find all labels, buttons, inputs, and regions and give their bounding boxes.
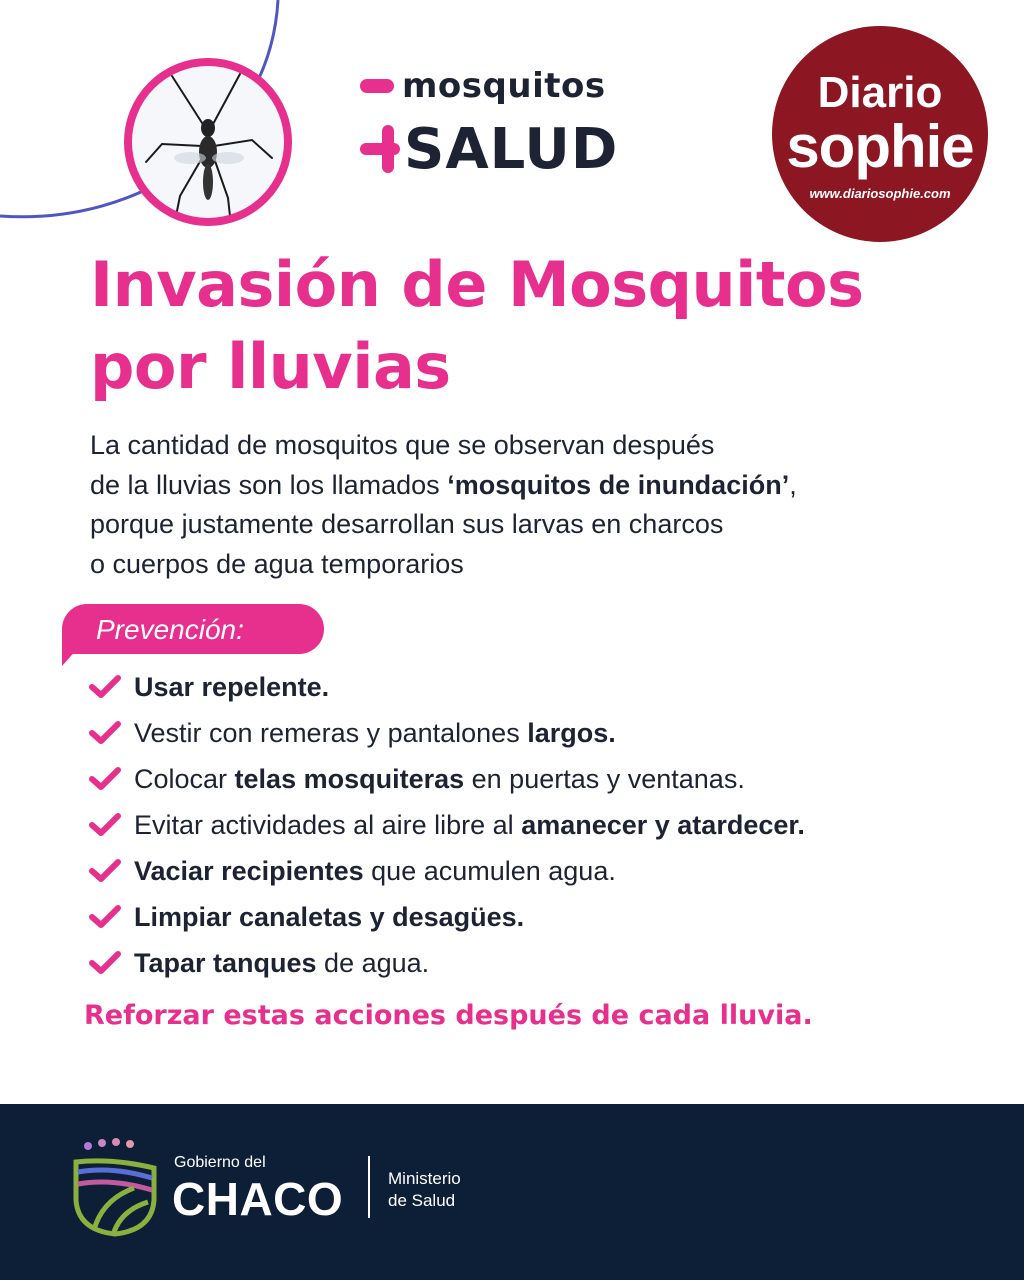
intro-line-3: porque justamente desarrollan sus larvas en charcos — [90, 509, 724, 539]
list-item-text: Tapar tanques de agua. — [134, 947, 430, 978]
closing-message: Reforzar estas acciones después de cada lluvia. — [84, 1000, 813, 1031]
checkmark-icon — [88, 904, 122, 930]
title-line-1: Invasión de Mosquitos — [90, 248, 864, 321]
badge-url: www.diariosophie.com — [809, 186, 951, 201]
prevention-list — [88, 664, 805, 986]
badge-diario: Diario — [817, 68, 943, 117]
checkmark-icon — [88, 950, 122, 976]
list-item — [88, 756, 805, 802]
ministerio-label — [388, 1168, 461, 1212]
brand-word-salud: SALUD — [404, 116, 619, 182]
gobierno-label: Gobierno del — [174, 1154, 266, 1171]
list-item — [88, 848, 805, 894]
list-item-text: Colocar telas mosquiteras en puertas y ventanas. — [134, 763, 745, 794]
intro-line-2c: , — [789, 469, 797, 500]
intro-paragraph — [90, 426, 970, 584]
checkmark-icon — [88, 766, 122, 792]
title-line-2: por lluvias — [90, 330, 451, 403]
diario-sophie-badge — [772, 26, 988, 242]
list-item-text: Vaciar recipientes que acumulen agua. — [134, 855, 616, 886]
badge-sophie: sophie — [786, 113, 974, 180]
list-item-text: Vestir con remeras y pantalones largos. — [134, 717, 616, 748]
chaco-emblem-icon — [72, 1138, 158, 1238]
ministerio-line-1: Ministerio — [388, 1169, 461, 1188]
list-item-text: Limpiar canaletas y desagües. — [134, 901, 525, 932]
checkmark-icon — [88, 674, 122, 700]
minus-icon — [360, 79, 394, 93]
brand-word-mosquitos: mosquitos — [402, 66, 606, 106]
list-item — [88, 894, 805, 940]
footer-divider — [368, 1156, 370, 1218]
checkmark-icon — [88, 720, 122, 746]
intro-line-2a: de la lluvias son los llamados — [90, 469, 448, 500]
checkmark-icon — [88, 858, 122, 884]
mosquito-image — [124, 58, 292, 226]
page-title — [90, 244, 864, 408]
checkmark-icon — [88, 812, 122, 838]
intro-line-4: o cuerpos de agua temporarios — [90, 548, 464, 579]
chaco-label: CHACO — [172, 1173, 344, 1225]
list-item — [88, 710, 805, 756]
list-item-text: Evitar actividades al aire libre al amanecer y atardecer. — [134, 809, 805, 840]
list-item — [88, 664, 805, 710]
intro-highlight: ‘mosquitos de inundación’ — [447, 469, 790, 500]
list-item — [88, 940, 805, 986]
prevention-label: Prevención: — [96, 614, 244, 645]
list-item — [88, 802, 805, 848]
ministerio-line-2: de Salud — [388, 1191, 456, 1210]
footer-bar — [0, 1104, 1024, 1280]
intro-line-1: La cantidad de mosquitos que se observan después — [90, 430, 715, 460]
prevention-tag — [62, 604, 324, 654]
brand-logo — [360, 62, 618, 184]
list-item-text: Usar repelente. — [134, 671, 330, 702]
plus-icon — [360, 125, 400, 173]
